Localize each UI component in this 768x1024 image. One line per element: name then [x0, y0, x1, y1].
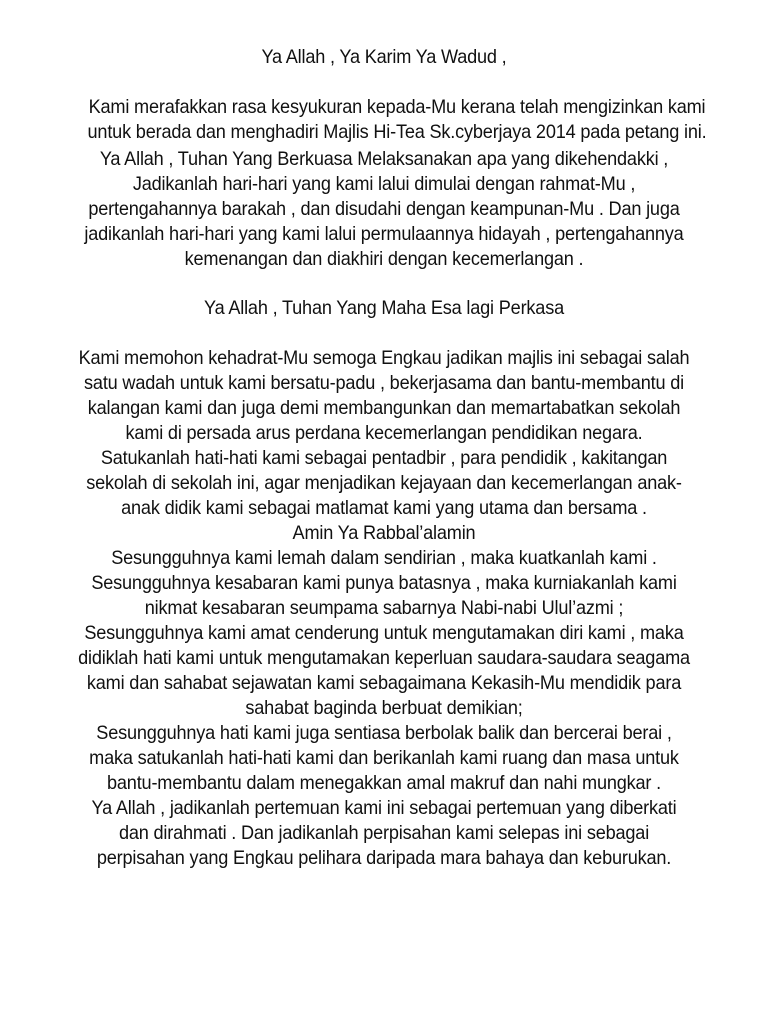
text-line: Ya Allah , Tuhan Yang Berkuasa Melaksanakan apa yang dikehendakki ,: [99, 148, 669, 170]
text-line: nikmat kesabaran seumpama sabarnya Nabi-nabi Ulul’azmi ;: [144, 597, 624, 619]
text-line: satu wadah untuk kami bersatu-padu , bekerjasama dan bantu-membantu di: [84, 372, 684, 394]
text-line: Sesungguhnya kami lemah dalam sendirian , maka kuatkanlah kami .: [111, 547, 657, 569]
text-line: Sesungguhnya kesabaran kami punya batasnya , maka kurniakanlah kami: [91, 572, 677, 594]
text-line: bantu-membantu dalam menegakkan amal makruf dan nahi mungkar .: [107, 772, 661, 794]
text-line: untuk berada dan menghadiri Majlis Hi-Tea Sk.cyberjaya 2014 pada petang ini.: [87, 121, 707, 143]
text-line: kalangan kami dan juga demi membangunkan dan memartabatkan sekolah: [87, 397, 681, 419]
text-line: Sesungguhnya kami amat cenderung untuk mengutamakan diri kami , maka: [84, 622, 684, 644]
text-line: anak didik kami sebagai matlamat kami yang utama dan bersama .: [121, 497, 647, 519]
text-line: kemenangan dan diakhiri dengan kecemerlangan .: [184, 248, 584, 270]
text-line: Satukanlah hati-hati kami sebagai pentadbir , para pendidik , kakitangan: [100, 447, 668, 469]
text-line: sekolah di sekolah ini, agar menjadikan kejayaan dan kecemerlangan anak-: [86, 472, 682, 494]
text-line: sahabat baginda berbuat demikian;: [245, 697, 523, 719]
text-line: jadikanlah hari-hari yang kami lalui permulaannya hidayah , pertengahannya: [84, 223, 684, 245]
text-line: kami dan sahabat sejawatan kami sebagaimana Kekasih-Mu mendidik para: [86, 672, 682, 694]
text-line: Jadikanlah hari-hari yang kami lalui dimulai dengan rahmat-Mu ,: [132, 173, 636, 195]
text-line: pertengahannya barakah , dan disudahi dengan keampunan-Mu . Dan juga: [88, 198, 680, 220]
text-line: Sesungguhnya hati kami juga sentiasa berbolak balik dan bercerai berai ,: [96, 722, 672, 744]
text-line: Amin Ya Rabbal’alamin: [292, 522, 476, 544]
text-line: didiklah hati kami untuk mengutamakan keperluan saudara-saudara seagama: [78, 647, 690, 669]
text-line: dan dirahmati . Dan jadikanlah perpisahan kami selepas ini sebagai: [118, 822, 650, 844]
heading-line: Ya Allah , Ya Karim Ya Wadud ,: [261, 46, 507, 68]
text-line: Kami memohon kehadrat-Mu semoga Engkau jadikan majlis ini sebagai salah: [78, 347, 690, 369]
text-line: perpisahan yang Engkau pelihara daripada mara bahaya dan keburukan.: [96, 847, 672, 869]
text-line: maka satukanlah hati-hati kami dan berikanlah kami ruang dan masa untuk: [89, 747, 679, 769]
text-line: kami di persada arus perdana kecemerlangan pendidikan negara.: [125, 422, 643, 444]
text-line: Kami merafakkan rasa kesyukuran kepada-Mu kerana telah mengizinkan kami: [88, 96, 706, 118]
text-line: Ya Allah , jadikanlah pertemuan kami ini sebagai pertemuan yang diberkati: [91, 797, 677, 819]
heading-line: Ya Allah , Tuhan Yang Maha Esa lagi Perkasa: [204, 297, 564, 319]
